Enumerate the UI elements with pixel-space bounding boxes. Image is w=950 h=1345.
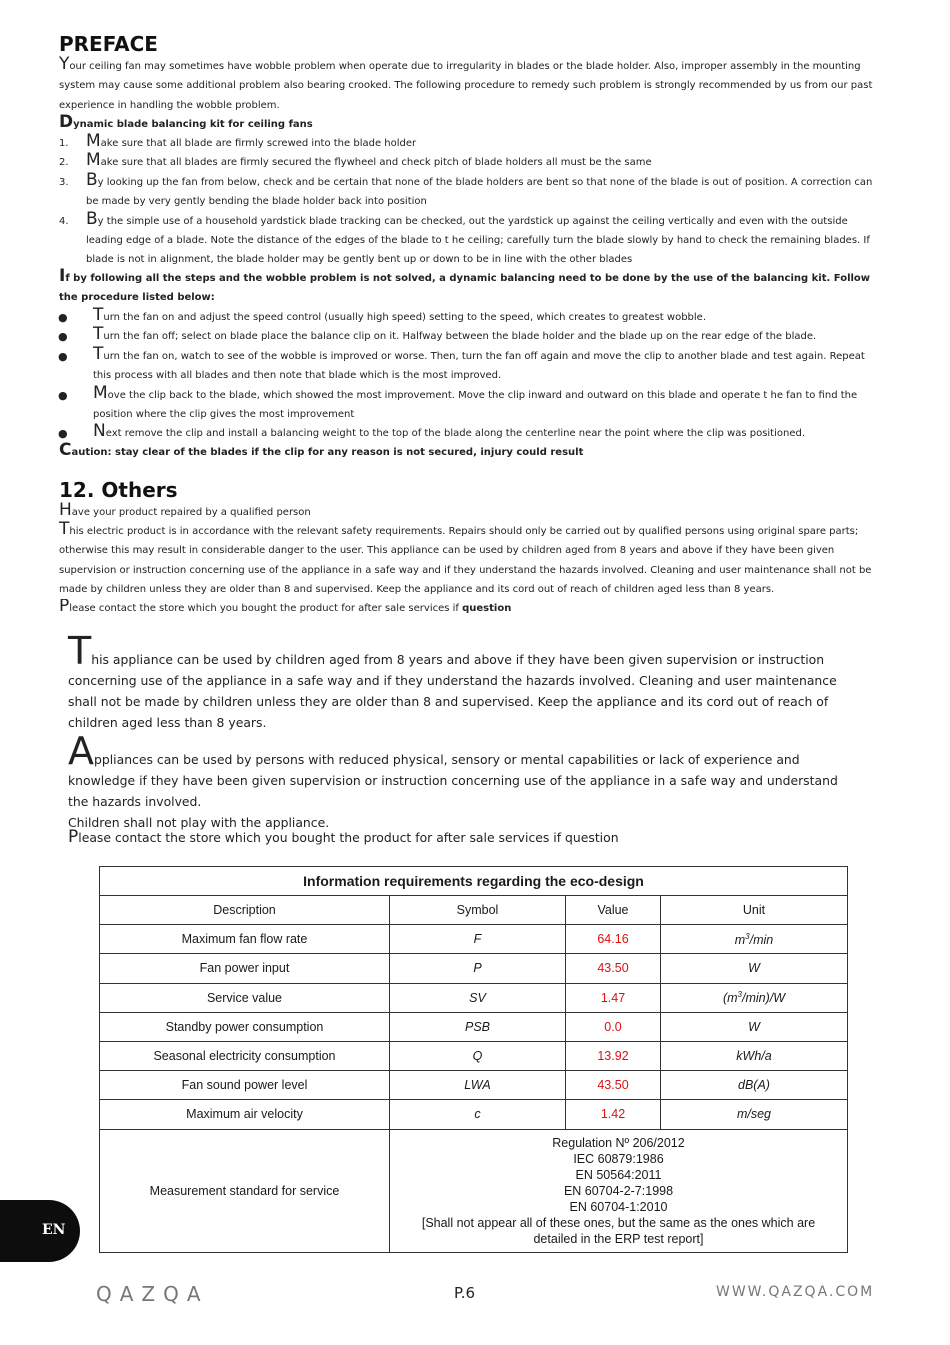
dropcap: M	[93, 382, 108, 403]
others-line3-text: lease contact the store which you bought the product for after sale services if	[69, 603, 463, 614]
dropcap: T	[93, 343, 104, 364]
bullet-icon: ●	[58, 427, 68, 441]
steps-list	[59, 131, 883, 270]
table-header-row	[100, 896, 848, 925]
list-item	[58, 382, 883, 425]
table-row	[100, 1041, 848, 1070]
bullet-icon: ●	[58, 311, 68, 324]
dropcap: A	[68, 729, 94, 773]
others-line1	[59, 500, 883, 522]
step-text: y the simple use of a household yardstick blade tracking can be checked, out the yardstick up against the ceiling vertically and even with the outside leading edge of a blade. Note the distance of the edges of the blade to t he ceiling; carefully turn the blade slowly by hand to check the remaining blades. If blade is not in alignment, the blade holder may be gently bent up or down to be in line with the other blades	[86, 215, 870, 266]
step-text: ake sure that all blade are firmly screwed into the blade holder	[100, 138, 417, 149]
list-item	[58, 324, 883, 346]
caution-text: aution: stay clear of the blades if the clip for any reason is not secured, injury could result	[71, 447, 584, 458]
language-label: EN	[42, 1222, 66, 1238]
others-line3-bold: question	[462, 603, 512, 614]
bullet-icon: ●	[58, 330, 68, 344]
row-value: 1.42	[566, 1100, 661, 1129]
eco-design-table	[99, 866, 848, 1253]
standard-line: Regulation Nº 206/2012	[552, 1135, 685, 1150]
row-unit	[661, 925, 848, 954]
dropcap: P	[59, 599, 70, 615]
row-description: Seasonal electricity consumption	[100, 1041, 390, 1070]
unit-text: m/seg	[736, 1107, 772, 1122]
row-description: Standby power consumption	[100, 1012, 390, 1041]
step-number: 4.	[59, 215, 69, 227]
preface-intro	[59, 54, 883, 115]
notice-children-text: his appliance can be used by children aged from 8 years and above if they have been given supervision or instruction concerning use of the appliance in a safe way and if they understand the hazards involved. Cleaning and user maintenance shall not be made by children unless they are older than 8 and supervised. Keep the appliance and its cord out of reach of children aged less than 8 years.	[68, 652, 837, 730]
dropcap: B	[86, 208, 98, 229]
table-row	[100, 1071, 848, 1100]
row-description: Maximum air velocity	[100, 1100, 390, 1129]
others-line3	[59, 599, 883, 615]
unit-text: m	[734, 932, 746, 947]
standard-line: EN 60704-1:2010	[569, 1199, 668, 1214]
dropcap: N	[93, 421, 106, 442]
unit-text: (m	[722, 991, 738, 1006]
list-item	[59, 169, 883, 212]
row-symbol: F	[390, 925, 566, 954]
kit-heading-text: ynamic blade balancing kit for ceiling fans	[73, 119, 313, 130]
dropcap: I	[59, 266, 66, 286]
row-value: 1.47	[566, 983, 661, 1012]
row-value: 43.50	[566, 1071, 661, 1100]
unit-text: /min)/W	[741, 991, 786, 1006]
notice-children	[68, 629, 848, 733]
column-header: Unit	[661, 896, 848, 925]
row-unit	[661, 1041, 848, 1070]
step-number: 2.	[59, 157, 69, 169]
notice-contact-text: lease contact the store which you bought the product for after sale services if question	[78, 830, 619, 845]
dropcap: T	[59, 519, 70, 539]
row-value: 0.0	[566, 1012, 661, 1041]
dropcap: B	[86, 169, 98, 190]
follow-heading-text: f by following all the steps and the wobble problem is not solved, a dynamic balancing need to be done by the use of the balancing kit. Follow the procedure listed below:	[59, 273, 871, 304]
row-symbol: SV	[390, 983, 566, 1012]
row-symbol: PSB	[390, 1012, 566, 1041]
unit-text: W	[748, 961, 760, 976]
preface-title: PREFACE	[59, 32, 158, 56]
row-description: Service value	[100, 983, 390, 1012]
bullet-text: urn the fan off; select on blade place the balance clip on it. Halfway between the blade holder and the blade up on the rear edge of the blade.	[103, 331, 817, 343]
step-number: 1.	[59, 138, 69, 149]
table-title: Information requirements regarding the eco-design	[100, 867, 848, 896]
dropcap: Y	[59, 54, 70, 74]
others-line2	[59, 519, 883, 600]
unit-text: kWh/a	[736, 1049, 772, 1064]
row-symbol: c	[390, 1100, 566, 1129]
row-symbol: LWA	[390, 1071, 566, 1100]
row-value: 43.50	[566, 954, 661, 983]
others-line2-text: his electric product is in accordance with the relevant safety requirements. Repairs should only be carried out by qualified persons using original spare parts; otherwise this may result in considerable danger to the user. This appliance can be used by children aged from 8 years and above if they have been given supervision or instruction concerning use of the appliance in a safe way and if they understand the hazards involved. Cleaning and user maintenance shall not be made by children unless they are older than 8 and supervised. Keep the appliance and its cord out of reach of children aged less than 8 years.	[59, 526, 872, 596]
table-row	[100, 954, 848, 983]
bullet-text: urn the fan on, watch to see of the wobble is improved or worse. Then, turn the fan off again and move the clip to another blade and test again. Repeat this process with all blades and then note that blade which is the most improved.	[93, 350, 865, 382]
column-header: Description	[100, 896, 390, 925]
dropcap: M	[86, 150, 101, 171]
unit-text: /min	[749, 932, 774, 947]
row-unit	[661, 954, 848, 983]
standard-label: Measurement standard for service	[100, 1129, 390, 1252]
notice-contact	[68, 827, 848, 848]
row-description: Maximum fan flow rate	[100, 925, 390, 954]
notice-persons-text: ppliances can be used by persons with reduced physical, sensory or mental capabilities or lack of experience and knowledge if they have been given supervision or instruction concerning use of the appliance in a safe way and understand the hazards involved.	[68, 752, 838, 809]
dropcap: H	[59, 500, 72, 520]
bullet-text: ove the clip back to the blade, which showed the most improvement. Move the clip inward and outward on this blade and operate t he fan to find the position where the clip gives the most improvement	[93, 389, 858, 421]
others-line1-text: ave your product repaired by a qualified person	[71, 507, 311, 518]
step-number: 3.	[59, 176, 69, 188]
dropcap: T	[68, 629, 92, 673]
row-unit	[661, 1100, 848, 1129]
list-item	[59, 131, 883, 153]
language-tab	[0, 1200, 80, 1262]
standard-line: EN 60704-2-7:1998	[563, 1183, 674, 1198]
list-item	[58, 343, 883, 386]
dropcap: D	[59, 112, 74, 132]
row-value: 13.92	[566, 1041, 661, 1070]
bullet-icon: ●	[58, 388, 68, 402]
row-symbol: Q	[390, 1041, 566, 1070]
row-description: Fan power input	[100, 954, 390, 983]
list-item	[59, 208, 883, 270]
follow-heading	[59, 266, 883, 308]
website-url: WWW.QAZQA.COM	[716, 1284, 875, 1300]
column-header: Symbol	[390, 896, 566, 925]
standard-line: IEC 60879:1986	[573, 1151, 664, 1166]
table-row	[100, 1129, 848, 1252]
standard-line: EN 50564:2011	[575, 1167, 662, 1182]
page-number: P.6	[454, 1284, 476, 1302]
kit-heading	[59, 112, 883, 134]
dropcap: C	[59, 440, 72, 460]
caution-note	[59, 440, 883, 462]
notice-children-play: Children shall not play with the appliance.	[68, 815, 330, 830]
list-item	[59, 150, 883, 172]
bullet-list	[58, 305, 883, 444]
brand-logo: QAZQA	[96, 1282, 209, 1306]
row-description: Fan sound power level	[100, 1071, 390, 1100]
table-row	[100, 983, 848, 1012]
row-unit	[661, 983, 848, 1012]
dropcap: P	[68, 827, 79, 847]
dropcap: T	[93, 324, 104, 345]
preface-intro-text: our ceiling fan may sometimes have wobble problem when operate due to irregularity in blades or the blade holder. Also, improper assembly in the mounting system may cause some additional problem also bearing crooked. The following procedure to remedy such problem is strongly recommended by us from our past experience in handling the wobble problem.	[59, 61, 873, 111]
row-symbol: P	[390, 954, 566, 983]
dropcap: M	[86, 131, 101, 151]
list-item	[58, 305, 883, 327]
others-title: 12. Others	[59, 478, 178, 502]
dropcap: T	[93, 305, 104, 325]
unit-text: W	[748, 1019, 760, 1034]
notice-persons	[68, 729, 848, 833]
row-unit	[661, 1071, 848, 1100]
column-header: Value	[566, 896, 661, 925]
row-value: 64.16	[566, 925, 661, 954]
bullet-text: ext remove the clip and install a balancing weight to the top of the blade along the centerline near the point where the clip was positioned.	[105, 428, 806, 440]
step-text: ake sure that all blades are firmly secured the flywheel and check pitch of blade holders all must be the same	[100, 157, 652, 169]
standard-line: [Shall not appear all of these ones, but the same as the ones which are detailed in the ERP test report]	[421, 1215, 816, 1246]
table-row	[100, 1100, 848, 1129]
standard-list	[390, 1129, 848, 1252]
bullet-text: urn the fan on and adjust the speed control (usually high speed) setting to the speed, which creates to greatest wobble.	[103, 312, 707, 323]
unit-superscript: 3	[737, 990, 742, 1000]
table-row	[100, 1012, 848, 1041]
bullet-icon: ●	[58, 349, 68, 363]
row-unit	[661, 1012, 848, 1041]
list-item	[58, 421, 883, 443]
unit-text: dB(A)	[738, 1078, 770, 1093]
step-text: y looking up the fan from below, check and be certain that none of the blade holders are bent so that none of the blade is out of position. A correction can be made by very gently bending the blade holder back into position	[86, 176, 873, 208]
unit-superscript: 3	[745, 931, 750, 941]
table-row	[100, 925, 848, 954]
